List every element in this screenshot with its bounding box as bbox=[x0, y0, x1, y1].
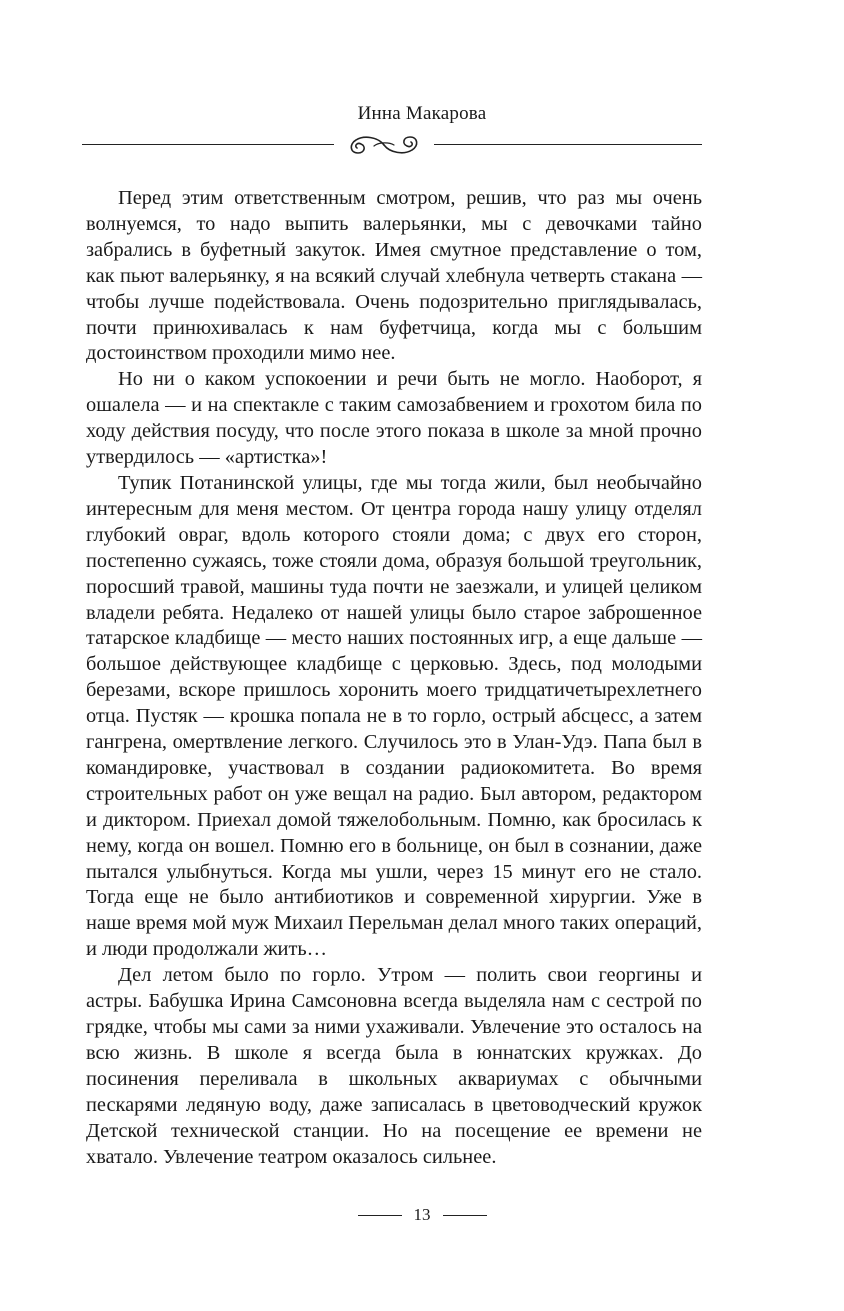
header-ornament bbox=[82, 132, 702, 158]
page-number: 13 bbox=[413, 1205, 431, 1224]
body-text bbox=[86, 186, 702, 1170]
paragraph: Тупик Потанинской улицы, где мы тогда жили, был необычайно интересным для меня местом. От центра города нашу улицу отделял глубокий овраг, вдоль которого стояли дома; с двух его сторон, постепенно сужаясь, тоже стояли дома, образуя большой треугольник, поросший травой, машины туда почти не заезжали, и улицей целиком владели ребята. Недалеко от нашей улицы было старое заброшенное татарское кладбище — место наших постоянных игр, а еще дальше — большое действующее кладбище с церковью. Здесь, под молодыми березами, вскоре пришлось хоронить моего тридцатичетырехлетнего отца. Пустяк — крошка попала не в то горло, острый абсцесс, а затем гангрена, омертвление легкого. Случилось это в Улан-Удэ. Папа был в командировке, участвовал в создании радиокомитета. Во время строительных работ он уже вещал на радио. Был автором, редактором и диктором. Приехал домой тяжелобольным. Помню, как бросилась к нему, когда он вошел. Помню его в больнице, он был в сознании, даже пытался улыбнуться. Когда мы ушли, через 15 минут его не стало. Тогда еще не было антибиотиков и современной хирургии. Уже в наше время мой муж Михаил Перельман делал много таких операций, и люди продолжали жить… bbox=[86, 471, 702, 961]
folio-rule-right bbox=[443, 1215, 487, 1216]
header-rule-right bbox=[434, 144, 702, 145]
paragraph: Перед этим ответственным смотром, решив, что раз мы очень волнуемся, то надо выпить валерьянки, мы с девочками тайно забрались в буфетный закуток. Имея смутное представление о том, как пьют валерьянку, я на всякий случай хлебнула четверть стакана — чтобы лучше подействовала. Очень подозрительно приглядывалась, почти принюхивалась к нам буфетчица, когда мы с большим достоинством проходили мимо нее. bbox=[86, 187, 702, 365]
page-footer bbox=[0, 1205, 844, 1225]
paragraph: Дел летом было по горло. Утром — полить свои георгины и астры. Бабушка Ирина Самсоновна всегда выделяла нам с сестрой по грядке, чтобы мы сами за ними ухаживали. Увлечение это осталось на всю жизнь. В школе я всегда была в юннатских кружках. До посинения переливала в школьных аквариумах с обычными пескарями ледяную воду, даже записалась в цветоводческий кружок Детской технической станции. Но на посещение ее времени не хватало. Увлечение театром оказалось сильнее. bbox=[86, 964, 702, 1168]
flourish-ornament-icon bbox=[344, 132, 426, 158]
paragraph: Но ни о каком успокоении и речи быть не могло. Наоборот, я ошалела — и на спектакле с таким самозабвением и грохотом била по ходу действия посуду, что после этого показа в школе за мной прочно утвердилось — «артистка»! bbox=[86, 368, 702, 469]
folio-rule-left bbox=[358, 1215, 402, 1216]
running-title: Инна Макарова bbox=[357, 103, 487, 124]
header-rule-left bbox=[82, 144, 334, 145]
